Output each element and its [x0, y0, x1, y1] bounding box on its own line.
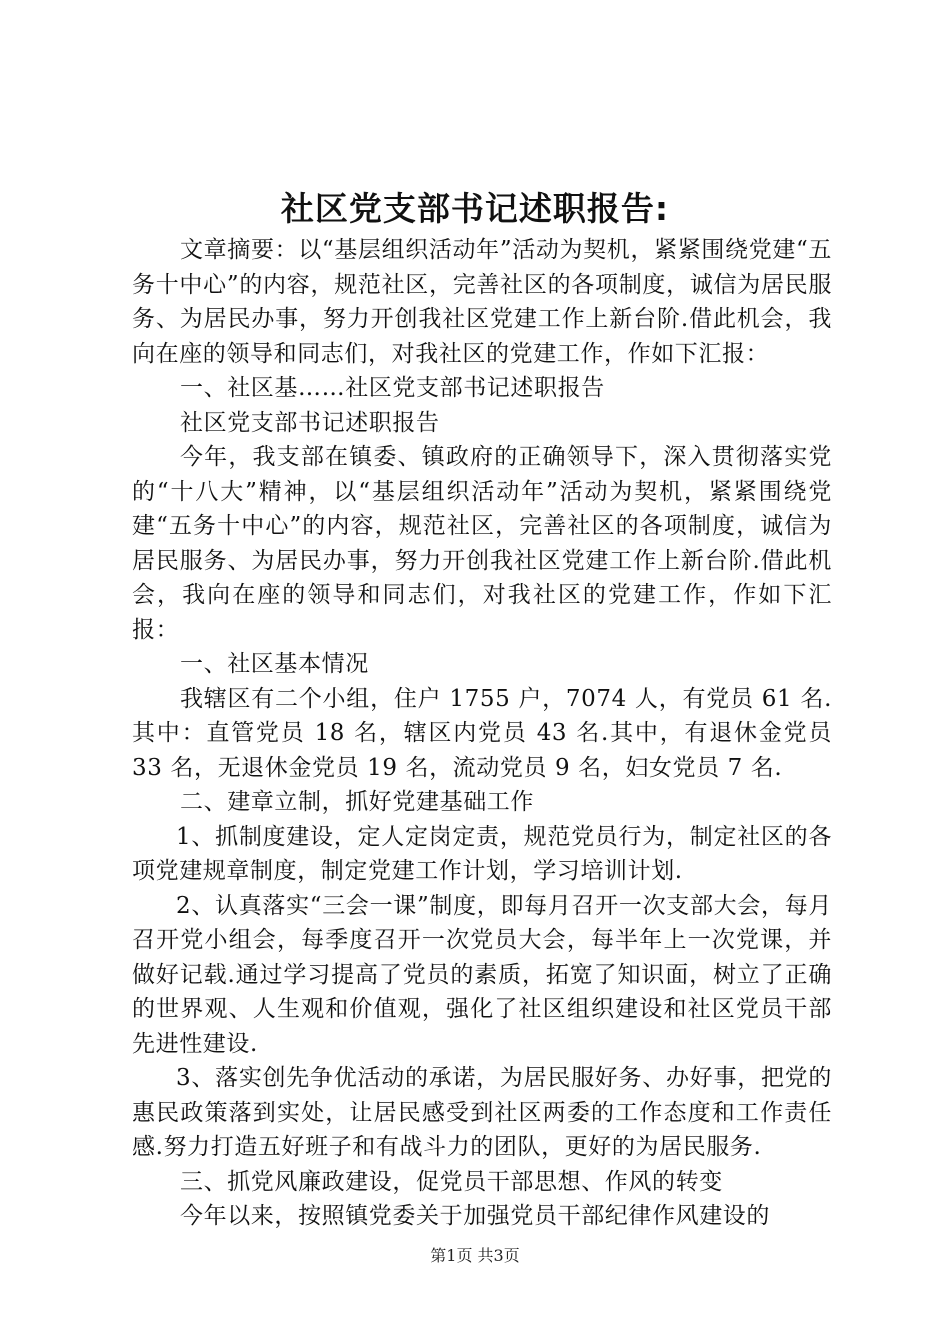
paragraph-section-3: 今年以来，按照镇党委关于加强党员干部纪律作风建设的	[180, 1203, 770, 1229]
paragraph-subtitle: 社区党支部书记述职报告	[180, 409, 440, 436]
paragraph-item-3: 3、落实创先争优活动的承诺，为居民服好务、办好事，把党的惠民政策落到实处，让居民感受到社区两委的工作态度和工作责任感.努力打造五好班子和有战斗力的团队，更好的为居民服务.	[132, 1065, 832, 1160]
paragraph-item-1: 1、抓制度建设，定人定岗定责，规范党员行为，制定社区的各项党建规章制度，制定党建工作计划，学习培训计划.	[132, 823, 832, 884]
paragraph-abstract: 文章摘要：以“基层组织活动年”活动为契机，紧紧围绕党建“五务十中心”的内容，规范社区，完善社区的各项制度，诚信为居民服务、为居民办事，努力开创我社区党建工作上新台阶.借此机会，我向在座的领导和同志们，对我社区的党建工作，作如下汇报：	[132, 237, 832, 367]
page-number-footer: 第1页 共3页	[430, 1246, 520, 1265]
paragraph-item-2: 2、认真落实“三会一课”制度，即每月召开一次支部大会，每月召开党小组会，每季度召开一次党员大会，每半年上一次党课，并做好记载.通过学习提高了党员的素质，拓宽了知识面，树立了正确的世界观、人生观和价值观，强化了社区组织建设和社区党员干部先进性建设.	[132, 892, 832, 1057]
heading-section-2: 二、建章立制，抓好党建基础工作	[180, 789, 534, 815]
document-body	[132, 233, 832, 1234]
paragraph-intro: 今年，我支部在镇委、镇政府的正确领导下，深入贯彻落实党的“十八大”精神，以“基层组织活动年”活动为契机，紧紧围绕党建“五务十中心”的内容，规范社区，完善社区的各项制度，诚信为居民服务、为居民办事，努力开创我社区党建工作上新台阶.借此机会，我向在座的领导和同志们，对我社区的党建工作，作如下汇报：	[132, 444, 832, 643]
heading-section-1: 一、社区基本情况	[180, 651, 369, 677]
paragraph-basic-info: 我辖区有二个小组，住户 1755 户，7074 人，有党员 61 名.其中：直管党员 18 名，辖区内党员 43 名.其中，有退休金党员 33 名，无退休金党员 19 名，流动党员 9 名，妇女党员 7 名.	[132, 685, 832, 781]
document-title: 社区党支部书记述职报告:	[280, 189, 670, 228]
heading-section-3: 三、抓党风廉政建设，促党员干部思想、作风的转变	[180, 1168, 723, 1195]
paragraph-section-excerpt: 一、社区基……社区党支部书记述职报告	[180, 375, 605, 401]
